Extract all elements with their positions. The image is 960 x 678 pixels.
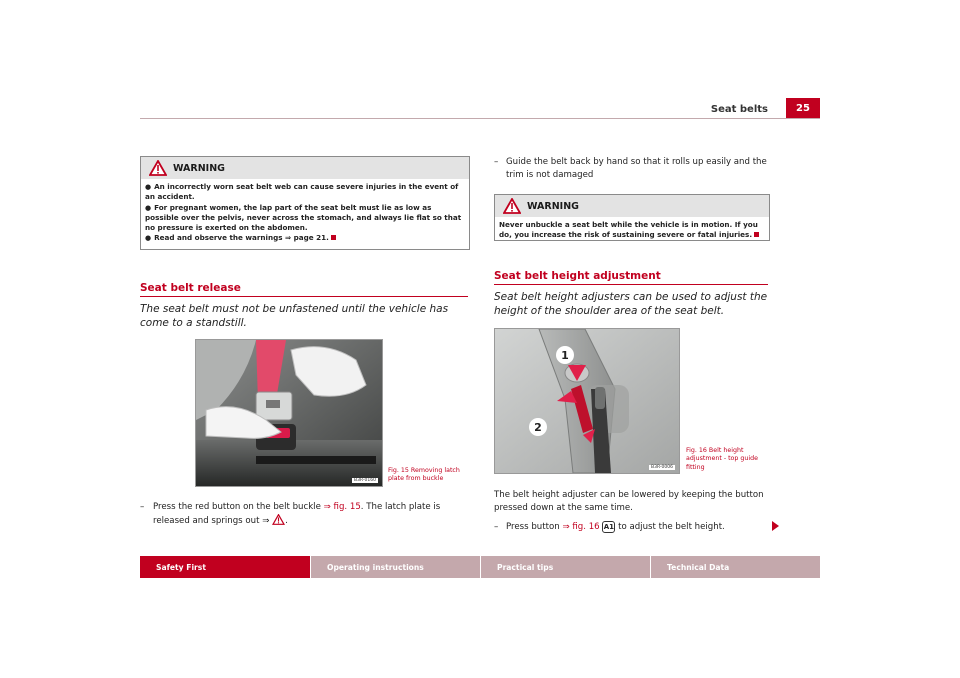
figure-15-caption: Fig. 15 Removing latch plate from buckle [388, 467, 460, 483]
running-title: Seat belts [710, 104, 768, 115]
warning-box-2 [494, 194, 770, 241]
end-marker-icon [754, 232, 759, 237]
footer-tab-technical-data[interactable]: Technical Data [650, 556, 820, 578]
figure-15-photo [195, 339, 383, 487]
height-step: – Press button ⇒ fig. 16 A1 to adjust the belt height. [494, 522, 725, 532]
warning-header [495, 195, 769, 217]
dash-marker: – [494, 157, 499, 167]
end-marker-icon [331, 235, 336, 240]
bullet-icon: ● [145, 183, 152, 191]
footer-tab-operating-instructions[interactable]: Operating instructions [310, 556, 480, 578]
guide-step: – Guide the belt back by hand so that it rolls up easily and the trim is not damaged [494, 157, 767, 180]
footer-nav [140, 556, 820, 578]
page-number: 25 [786, 98, 820, 118]
seat-belt-buckle-illustration [196, 340, 382, 486]
footer-tab-safety-first[interactable]: Safety First [140, 556, 310, 578]
warning-body: Never unbuckle a seat belt while the vehicle is in motion. If you do, you increase the risk of sustaining severe or fatal injuries. [499, 220, 758, 240]
warning-triangle-icon [149, 160, 167, 176]
warning-body [141, 179, 469, 248]
continue-arrow-icon [772, 521, 779, 531]
warning-triangle-icon[interactable] [272, 514, 285, 525]
footer-tab-practical-tips[interactable]: Practical tips [480, 556, 650, 578]
belt-height-adjuster-illustration [495, 329, 679, 473]
warning-box-1 [140, 156, 470, 250]
warning-title: WARNING [173, 162, 225, 174]
bullet-icon: ● [145, 234, 152, 243]
section-rule [494, 284, 768, 285]
warning-item: ● For pregnant women, the lap part of the seat belt must lie as low as possible over the pelvis, never across the stomach, and always lie flat so that no pressure is exerted on the abdomen. [145, 202, 462, 233]
dash-marker: – [494, 522, 499, 532]
bullet-icon: ● [145, 203, 152, 212]
figure-ref-link[interactable]: ⇒ fig. 15 [323, 502, 361, 512]
figure-ref-link[interactable]: ⇒ fig. 16 [562, 522, 600, 532]
release-step: – Press the red button on the belt buckle ⇒ fig. 15. The latch plate is released and springs out ⇒ . [140, 502, 441, 526]
section-lead-release: The seat belt must not be unfastened until the vehicle has come to a standstill. [140, 303, 449, 329]
warning-triangle-icon [503, 198, 521, 214]
warning-header [141, 157, 469, 179]
figure-16-caption: Fig. 16 Belt height adjustment - top guide fitting [686, 447, 759, 471]
header-rule [140, 118, 820, 119]
warning-item: ● Read and observe the warnings ⇒ page 21. [145, 233, 465, 243]
figure-16-photo [494, 328, 680, 474]
section-heading-release: Seat belt release [140, 282, 241, 294]
callout-2: 2 [534, 421, 542, 434]
warning-title: WARNING [527, 200, 579, 212]
height-body-text: The belt height adjuster can be lowered by keeping the button pressed down at the same time. [494, 490, 764, 513]
figure-code: B3R-0160 [354, 478, 376, 483]
section-rule [140, 296, 468, 297]
section-lead-height: Seat belt height adjusters can be used to adjust the height of the shoulder area of the seat belt. [494, 291, 768, 317]
figure-code: B3R-0006 [651, 465, 673, 470]
callout-1: 1 [561, 349, 569, 362]
button-a1-badge: A1 [602, 521, 615, 533]
warning-item: ● An incorrectly worn seat belt web can cause severe injuries in the event of an accident. [145, 182, 459, 202]
section-heading-height: Seat belt height adjustment [494, 270, 661, 282]
dash-marker: – [140, 502, 145, 512]
